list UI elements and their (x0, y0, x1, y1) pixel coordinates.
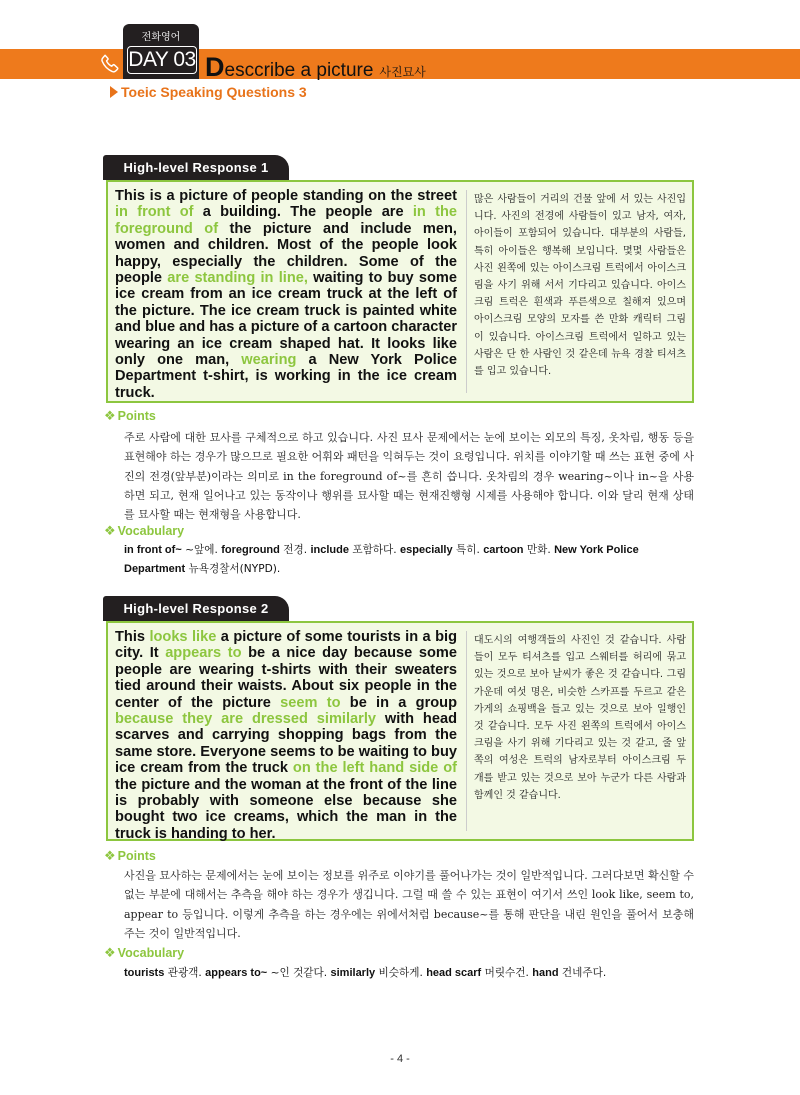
response2-tab (103, 596, 289, 621)
highlighted-phrase: appears to (165, 645, 242, 662)
response1-korean: 많은 사람들이 거리의 건물 앞에 서 있는 사진입니다. 사진의 전경에 사람들이 있고 남자, 여자, 아이들이 포함되어 있습니다. 대부분의 사람들, 특히 아이들은 행복해 보입니다. 몇몇 사람들은 사진 왼쪽에 있는 아이스크림 트럭에서 아이스크림을 사기 위해 서서 기다리고 있습니다. 아이스크림 트럭은 흰색과 푸른색으로 칠해져 있으며 아이스크림 모양의 모자를 쓴 만화 캐릭터 그림이 있습니다. 아이스크림 트럭에서 일하고 있는 사람은 단 한 사람인 것 같은데 뉴욕 경찰 티셔츠를 입고 있습니다. (474, 194, 686, 378)
response2-box (106, 621, 694, 841)
category-label: 전화영어 (141, 32, 181, 43)
vocab-term: similarly (330, 967, 376, 979)
vocab-meaning: 전경. (279, 544, 311, 556)
points1-heading-text: Points (117, 409, 156, 423)
vocab1-heading-text: Vocabulary (117, 524, 185, 538)
points1-heading (104, 408, 156, 424)
vocab-term: hand (532, 967, 559, 979)
vocab-term: appears to~ (205, 967, 268, 979)
vocab-term: in front of~ (124, 544, 182, 556)
points2-heading (104, 848, 156, 864)
response-text: a picture of some tourists in a big city. It (115, 629, 457, 662)
response2-tab-label: High-level Response 2 (123, 601, 269, 616)
points2-text: 사진을 묘사하는 문제에서는 눈에 보이는 정보를 위주로 이야기를 풀어나가는 것이 일반적입니다. 그러다보면 확신할 수 없는 부분에 대해서는 추측을 해야 하는 경우가 생깁니다. 그럴 때 쓸 수 있는 표현이 여기서 쓰인 look like, seem to, appear to 등입니다. 이렇게 추측을 하는 경우에는 위에서처럼 because~를 통해 판단을 내린 원인을 풀어서 보충해주는 것이 일반적입니다. (124, 869, 694, 940)
page-number: - 4 - (390, 1053, 410, 1065)
points1-text: 주로 사람에 대한 묘사를 구체적으로 하고 있습니다. 사진 묘사 문제에서는 눈에 보이는 외모의 특징, 옷차림, 행동 등을 표현해야 하는 경우가 많으므로 필요한 어휘와 패턴을 익혀두는 것이 요령입니다. 위치를 이야기할 때 쓰는 표현 중에 사진의 전경(앞부분)이라는 의미로 in the foreground of~를 흔히 씁니다. 옷차림의 경우 wearing~이나 in~을 사용하면 되고, 현재 일어나고 있는 동작이나 행위를 묘사할 때는 현재진행형 시제를 사용해야 합니다. 이와 달리 현재 상태를 묘사할 때는 현재형을 사용합니다. (124, 431, 694, 522)
response-text: This (115, 629, 150, 645)
response-text: the picture and the woman at the front of the line is probably with someone else because she bought two ice creams, which the man in the truck is handing to her. (115, 776, 457, 842)
points2-heading-text: Points (117, 849, 156, 863)
highlighted-phrase: looks like (149, 629, 217, 645)
diamond-bullet-icon: ❖ (104, 945, 116, 960)
vocab1-list (124, 541, 694, 579)
triangle-bullet-icon (110, 86, 118, 98)
vocab2-heading-text: Vocabulary (117, 946, 185, 960)
highlighted-phrase: wearing (241, 352, 297, 369)
response2-divider (466, 631, 467, 831)
vocab-meaning: 포함하다. (348, 544, 401, 556)
vocab-meaning: 비슷하게. (375, 967, 427, 979)
vocab-meaning: 특히. (452, 544, 484, 556)
day-label: DAY 03 (127, 46, 197, 74)
response2-english (115, 629, 457, 842)
vocab2-list (124, 964, 694, 983)
vocab-meaning: 머릿수건. (481, 967, 533, 979)
vocab-term: New York Police Department (124, 544, 639, 575)
vocab-term: cartoon (483, 544, 524, 556)
response-text: be in a group (340, 694, 457, 711)
response1-tab-label: High-level Response 1 (123, 160, 269, 175)
response-text: with head scarves and carrying shopping bags from the same store. Everyone seems to be waiting to buy ice cream from the truck (115, 711, 457, 777)
highlighted-phrase: are standing in line, (167, 270, 308, 287)
title-korean: 사진묘사 (379, 65, 426, 79)
title-initial: D (205, 52, 225, 82)
vocab-term: especially (400, 544, 453, 556)
diamond-bullet-icon: ❖ (104, 523, 116, 538)
response-text: a building. The people are (193, 204, 413, 221)
response1-divider (466, 190, 467, 393)
phone-icon (99, 53, 121, 75)
response1-box (106, 180, 694, 403)
vocab-meaning: 만화. (523, 544, 555, 556)
subheader (110, 84, 307, 100)
page-title (205, 52, 426, 83)
response-text: This is a picture of people standing on the street (115, 188, 457, 204)
vocab-meaning: 관광객. (164, 967, 206, 979)
vocab-meaning: 뉴욕경찰서(NYPD). (185, 563, 281, 575)
diamond-bullet-icon: ❖ (104, 848, 116, 863)
title-rest: esccribe a picture (224, 60, 374, 81)
vocab-term: tourists (124, 967, 165, 979)
vocab2-heading (104, 945, 184, 961)
response-text: be a nice day because some people are wearing t-shirts with their sweaters tied around their waists. About six people in the center of the picture (115, 645, 457, 711)
vocab-meaning: ~앞에. (181, 544, 222, 556)
response-text: a New York Police Department t-shirt, is working in the ice cream truck. (115, 352, 458, 401)
vocab1-heading (104, 523, 184, 539)
response-text: the picture and include men, women and children. Most of the people look happy, especially the children. Some of the people (115, 220, 457, 287)
vocab-meaning: ~인 것같다. (267, 967, 331, 979)
highlighted-phrase: because they are dressed similarly (115, 711, 377, 728)
response1-tab (103, 155, 289, 180)
highlighted-phrase: on the left hand side of (292, 760, 457, 777)
vocab-term: foreground (221, 544, 280, 556)
diamond-bullet-icon: ❖ (104, 408, 116, 423)
subheader-text: Toeic Speaking Questions 3 (121, 84, 307, 100)
highlighted-phrase: in the foreground of (115, 204, 457, 237)
day-badge (123, 24, 199, 79)
highlighted-phrase: in front of (115, 204, 194, 221)
highlighted-phrase: seem to (280, 694, 341, 711)
response1-english (115, 188, 457, 401)
response2-korean: 대도시의 여행객들의 사진인 것 같습니다. 사람들이 모두 티셔츠를 입고 스웨터를 허리에 묶고 있는 것으로 보아 날씨가 좋은 것 같습니다. 그림 가운데 여섯 명은, 비슷한 스카프를 두르고 같은 가게의 쇼핑백을 들고 있는 것으로 보아 일행인 것 같습니다. 모두 사진 왼쪽의 트럭에서 아이스크림을 사기 위해 기다리고 있는 것 같고, 줄 앞쪽의 여성은 트럭의 남자로부터 아이스크림 두 개를 받고 있는 것으로 보아 누군가 다른 사람과 함께인 것 같습니다. (474, 635, 686, 801)
vocab-meaning: 건네주다. (558, 967, 607, 979)
vocab-term: include (310, 544, 349, 556)
response-text: waiting to buy some ice cream from an ice cream truck at the left of the picture. The ice cream truck is painted white and blue and has a picture of a cartoon character wearing an ice cream shaped hat. It looks like only one man, (115, 270, 457, 369)
vocab-term: head scarf (426, 967, 482, 979)
